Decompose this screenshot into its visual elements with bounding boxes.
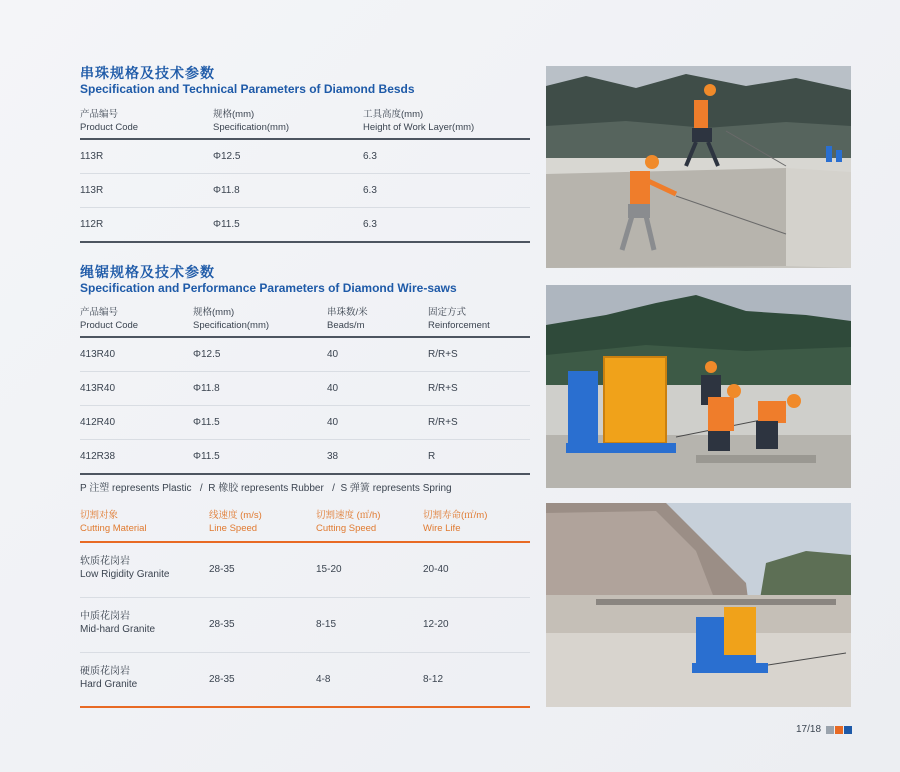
page-number: 17/18 xyxy=(796,724,822,735)
materials-header-line-speed: 线速度 (m/s) Line Speed xyxy=(209,510,262,534)
wiresaws-table xyxy=(80,306,530,475)
beads-title-cn: 串珠规格及技术参数 xyxy=(80,65,215,81)
beads-header-height: 工具高度(mm) Height of Work Layer(mm) xyxy=(363,109,475,133)
wire-life-value: 20-40 xyxy=(423,564,449,575)
cutting-speed-value: 8-15 xyxy=(316,619,337,630)
materials-bottom-rule xyxy=(80,706,530,708)
photo-quarry-workers xyxy=(546,66,851,268)
cutting-speed-value: 15-20 xyxy=(316,564,342,575)
product-code: 413R40 xyxy=(80,383,116,394)
page-bar-orange xyxy=(835,726,843,734)
beads-value: 40 xyxy=(327,349,339,360)
spec-value: Φ11.8 xyxy=(213,185,240,196)
height-value: 6.3 xyxy=(363,151,377,162)
spec-value: Φ12.5 xyxy=(213,151,241,162)
reinforcement-value: R/R+S xyxy=(428,349,458,360)
product-code: 413R40 xyxy=(80,349,116,360)
wiresaws-bottom-rule xyxy=(80,473,530,475)
wire-life-value: 12-20 xyxy=(423,619,449,630)
product-code: 113R xyxy=(80,185,104,196)
table-row xyxy=(80,140,530,173)
beads-value: 38 xyxy=(327,451,339,462)
beads-table xyxy=(80,108,530,243)
material-name: 硬质花岗岩 Hard Granite xyxy=(80,666,138,690)
wiresaws-header-reinforcement: 固定方式 Reinforcement xyxy=(428,307,490,331)
beads-value: 40 xyxy=(327,417,339,428)
height-value: 6.3 xyxy=(363,219,377,230)
table-row xyxy=(80,207,530,241)
product-code: 412R38 xyxy=(80,451,116,462)
page-bar-gray xyxy=(826,726,834,734)
reinforcement-value: R/R+S xyxy=(428,417,458,428)
line-speed-value: 28-35 xyxy=(209,564,235,575)
reinforcement-value: R xyxy=(428,451,436,462)
photo-quarry-machine xyxy=(546,503,851,707)
line-speed-value: 28-35 xyxy=(209,619,235,630)
wiresaws-title-cn: 绳锯规格及技术参数 xyxy=(80,264,215,280)
reinforcement-value: R/R+S xyxy=(428,383,458,394)
wiresaws-header-code: 产品编号 Product Code xyxy=(80,307,139,331)
table-row xyxy=(80,173,530,207)
product-code: 412R40 xyxy=(80,417,116,428)
page-color-bars xyxy=(826,726,852,734)
beads-bottom-rule xyxy=(80,241,530,243)
line-speed-value: 28-35 xyxy=(209,674,235,685)
materials-table-header xyxy=(80,509,530,541)
table-row xyxy=(80,405,530,439)
beads-header-code: 产品编号 Product Code xyxy=(80,109,139,133)
beads-title-en: Specification and Technical Parameters of Diamond Besds xyxy=(80,82,415,96)
spec-value: Φ12.5 xyxy=(193,349,221,360)
table-row xyxy=(80,653,530,707)
materials-header-cutting-speed: 切割速度 (㎡/h) Cutting Speed xyxy=(316,510,381,534)
wiresaws-header-spec: 规格(mm) Specification(mm) xyxy=(193,307,270,331)
spec-value: Φ11.8 xyxy=(193,383,220,394)
beads-table-header xyxy=(80,108,530,138)
product-code: 113R xyxy=(80,151,104,162)
table-row xyxy=(80,598,530,652)
page-bar-blue xyxy=(844,726,852,734)
product-code: 112R xyxy=(80,219,104,230)
photo-wire-saw-machine xyxy=(546,285,851,488)
beads-header-spec: 规格(mm) Specification(mm) xyxy=(213,109,290,133)
material-name: 中质花岗岩 Mid-hard Granite xyxy=(80,611,156,635)
wiresaws-title-en: Specification and Performance Parameters of Diamond Wire-saws xyxy=(80,281,457,295)
wiresaws-table-header xyxy=(80,306,530,336)
materials-header-material: 切割对象 Cutting Material xyxy=(80,510,147,534)
height-value: 6.3 xyxy=(363,185,377,196)
table-row xyxy=(80,439,530,473)
reinforcement-legend: P 注塑 represents Plastic / R 橡胶 represents Rubber / S 弹簧 represents Spring xyxy=(80,483,452,494)
spec-value: Φ11.5 xyxy=(193,417,220,428)
material-name: 软质花岗岩 Low Rigidity Granite xyxy=(80,556,170,580)
cutting-speed-value: 4-8 xyxy=(316,674,331,685)
materials-header-wire-life: 切割寿命(㎡/m) Wire Life xyxy=(423,510,488,534)
wiresaws-header-beads: 串珠数/米 Beads/m xyxy=(327,307,368,331)
spec-value: Φ11.5 xyxy=(193,451,220,462)
beads-value: 40 xyxy=(327,383,339,394)
table-row xyxy=(80,338,530,371)
spec-value: Φ11.5 xyxy=(213,219,240,230)
table-row xyxy=(80,543,530,597)
wire-life-value: 8-12 xyxy=(423,674,444,685)
table-row xyxy=(80,371,530,405)
